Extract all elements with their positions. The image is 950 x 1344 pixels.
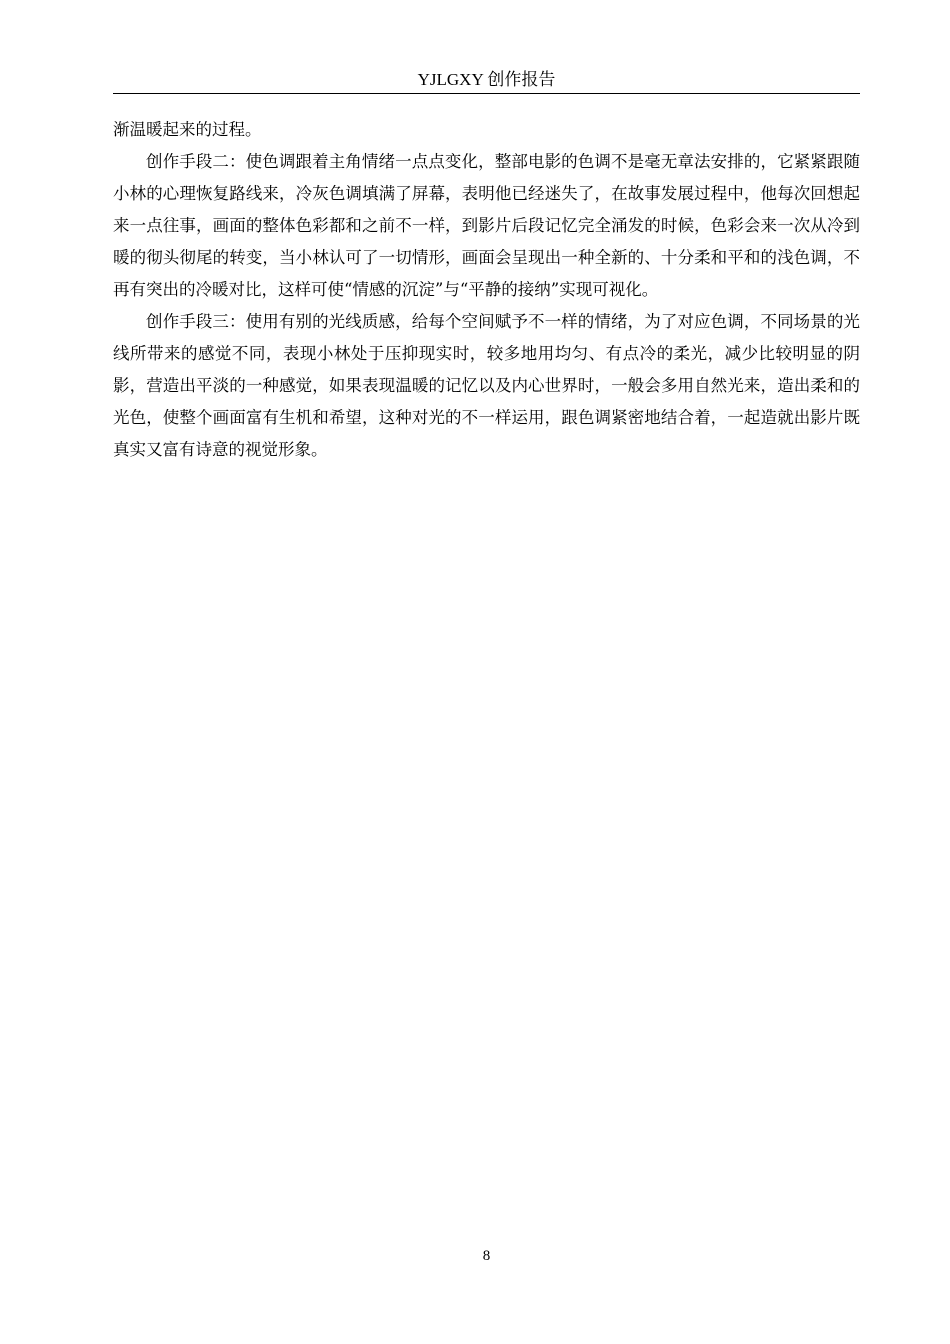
paragraph-method-three: 创作手段三：使用有别的光线质感，给每个空间赋予不一样的情绪，为了对应色调，不同场景的光线所带来的感觉不同，表现小林处于压抑现实时，较多地用均匀、有点冷的柔光，减少比较明显的阴影，营造出平淡的一种感觉，如果表现温暖的记忆以及内心世界时，一般会多用自然光来，造出柔和的光色，使整个画面富有生机和希望，这种对光的不一样运用，跟色调紧密地结合着，一起造就出影片既真实又富有诗意的视觉形象。 bbox=[113, 312, 860, 459]
paragraph-method-two: 创作手段二：使色调跟着主角情绪一点点变化，整部电影的色调不是毫无章法安排的，它紧紧跟随小林的心理恢复路线来，冷灰色调填满了屏幕，表明他已经迷失了，在故事发展过程中，他每次回想起来一点往事，画面的整体色彩都和之前不一样，到影片后段记忆完全涌发的时候，色彩会来一次从冷到暖的彻头彻尾的转变，当小林认可了一切情形，画面会呈现出一种全新的、十分柔和平和的浅色调，不再有突出的冷暖对比，这样可使“情感的沉淀”与“平静的接纳”实现可视化。 bbox=[113, 152, 860, 299]
page-header: YJLGXY 创作报告 bbox=[417, 70, 556, 89]
paragraph-continuation: 渐温暖起来的过程。 bbox=[113, 120, 262, 139]
body-text bbox=[113, 114, 860, 466]
page-number: 8 bbox=[482, 1248, 491, 1264]
header-rule bbox=[113, 93, 860, 94]
